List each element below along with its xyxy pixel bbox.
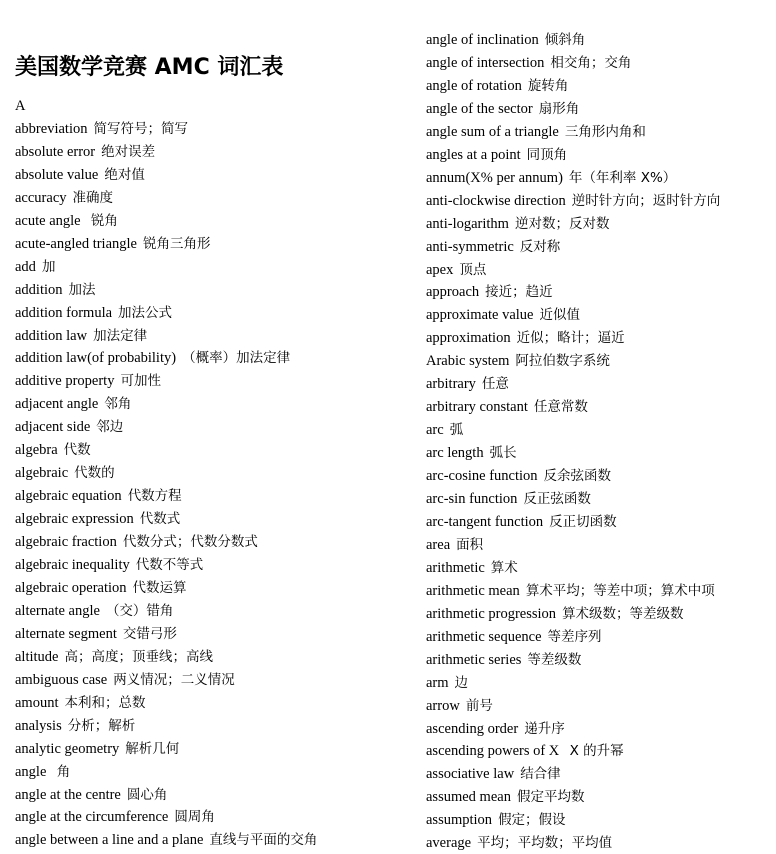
glossary-entry (15, 808, 215, 826)
term-english: arm (426, 674, 449, 691)
glossary-entry (15, 235, 210, 253)
term-chinese: 三角形内角和 (564, 123, 646, 140)
term-english: algebraic fraction (15, 534, 117, 551)
glossary-entry (426, 788, 584, 806)
term-english: angles at a point (426, 146, 521, 163)
term-english: addition law(of probability) (15, 350, 177, 367)
term-english: analytic geometry (15, 740, 120, 757)
term-english: arc-cosine function (426, 468, 538, 485)
term-chinese: 代数不等式 (135, 557, 204, 573)
glossary-entry (426, 329, 625, 347)
term-chinese: 弧长 (489, 445, 517, 462)
term-chinese: 假定平均数 (516, 789, 585, 806)
term-english: ascending order (426, 720, 519, 737)
term-english: annum(X% per annum) (426, 169, 563, 186)
term-chinese: 分析；解析 (67, 717, 136, 734)
term-english: arithmetic series (426, 651, 522, 668)
term-chinese: 加 (41, 258, 56, 275)
glossary-entry (426, 467, 611, 485)
glossary-entry (15, 533, 258, 551)
term-chinese: 加法公式 (118, 304, 173, 321)
term-english: angle sum of a triangle (426, 123, 559, 140)
term-english: arithmetic progression (426, 605, 557, 622)
glossary-entry (15, 579, 187, 597)
term-english: algebraic (15, 465, 69, 482)
term-chinese: 绝对误差 (101, 143, 156, 160)
term-english: acute angle (15, 212, 81, 229)
term-chinese: 算术平均；等差中项；算术中项 (525, 582, 715, 599)
term-english: apex (426, 261, 454, 278)
term-english: angle of inclination (426, 32, 539, 48)
glossary-entry (426, 811, 566, 829)
glossary-entry (426, 421, 463, 439)
term-chinese: 加法 (68, 281, 96, 298)
term-english: arithmetic mean (426, 582, 520, 599)
term-chinese: 邻角 (104, 396, 132, 413)
term-chinese: 反正切函数 (549, 513, 617, 530)
term-english: arrow (426, 697, 460, 714)
term-chinese: 邻边 (96, 419, 124, 436)
term-chinese: 相交角；交角 (550, 54, 632, 71)
glossary-entry (15, 602, 173, 620)
term-english: abbreviation (15, 120, 88, 137)
term-chinese: 同顶角 (526, 146, 568, 163)
term-english: amount (15, 694, 59, 711)
term-english: arithmetic sequence (426, 628, 542, 645)
term-chinese: 绝对值 (104, 166, 145, 183)
glossary-entry (15, 671, 235, 689)
term-chinese: 前号 (465, 697, 493, 714)
term-chinese: X 的升幂 (565, 743, 624, 760)
term-chinese: 准确度 (72, 189, 114, 206)
term-chinese: 代数式 (139, 511, 181, 528)
glossary-entry (15, 120, 188, 138)
page-title: 美国数学竞赛 AMC 词汇表 (15, 55, 284, 80)
glossary-entry (15, 740, 179, 758)
term-english: assumption (426, 812, 493, 829)
term-chinese: 逆时针方向；返时针方向 (571, 192, 721, 209)
term-english: algebraic operation (15, 579, 127, 596)
glossary-entry (426, 283, 553, 301)
term-chinese: 算术级数；等差级数 (562, 605, 684, 622)
term-english: absolute value (15, 166, 99, 183)
glossary-entry (426, 742, 624, 760)
term-chinese: 解析几何 (125, 740, 180, 757)
term-english: area (426, 536, 451, 553)
glossary-entry (15, 395, 131, 413)
glossary-entry (15, 304, 172, 322)
term-chinese: 任意 (481, 376, 509, 393)
term-english: addition law (15, 327, 88, 344)
glossary-entry (426, 513, 617, 531)
term-chinese: 等差序列 (547, 628, 602, 645)
term-english: arc (426, 422, 444, 439)
glossary-entry (426, 215, 609, 233)
term-english: algebraic equation (15, 488, 122, 505)
glossary-entry (15, 441, 91, 459)
glossary-entry (15, 694, 146, 712)
glossary-entry (15, 327, 147, 345)
term-english: arbitrary (426, 376, 476, 393)
term-chinese: 顶点 (459, 261, 487, 278)
glossary-entry (426, 444, 517, 462)
term-chinese: 旋转角 (527, 77, 569, 94)
glossary-entry (426, 169, 676, 187)
glossary-entry (426, 605, 684, 623)
glossary-entry (426, 697, 493, 715)
term-english: additive property (15, 373, 115, 390)
term-english: altitude (15, 648, 59, 665)
term-chinese: 本利和；总数 (64, 694, 146, 711)
glossary-entry (426, 490, 591, 508)
term-english: algebraic expression (15, 511, 134, 528)
term-english: adjacent side (15, 419, 91, 436)
glossary-entry (426, 398, 588, 416)
glossary-entry (426, 31, 585, 49)
term-chinese: （交）错角 (105, 602, 174, 619)
term-chinese: 递升序 (524, 720, 565, 737)
term-english: approximation (426, 330, 511, 347)
glossary-entry (426, 146, 567, 164)
term-chinese: 近似值 (539, 307, 580, 324)
term-chinese: 代数 (63, 442, 91, 459)
glossary-entry (15, 763, 70, 781)
glossary-entry (15, 464, 115, 482)
glossary-entry (426, 582, 715, 600)
term-chinese: （概率）加法定律 (182, 350, 291, 367)
term-chinese: 阿拉伯数字系统 (515, 353, 610, 370)
term-chinese: 代数运算 (132, 579, 187, 596)
term-chinese: 逆对数；反对数 (514, 215, 610, 232)
glossary-entry (15, 189, 113, 207)
term-english: angle of intersection (426, 54, 545, 71)
glossary-entry (15, 786, 167, 804)
term-english: approach (426, 284, 480, 301)
term-chinese: 等差级数 (527, 651, 582, 668)
term-chinese: 高；高度；顶垂线；高线 (64, 648, 213, 665)
glossary-entry (426, 192, 720, 210)
term-chinese: 结合律 (520, 766, 561, 783)
term-english: angle at the circumference (15, 809, 169, 826)
term-english: acute-angled triangle (15, 235, 137, 252)
term-chinese: 代数的 (74, 465, 115, 482)
term-chinese: 代数方程 (127, 488, 182, 505)
term-chinese: 年（年利率 X%） (568, 169, 677, 186)
term-chinese: 任意常数 (533, 399, 588, 416)
glossary-entry (15, 831, 317, 849)
glossary-entry (15, 648, 213, 666)
term-chinese: 扇形角 (538, 100, 580, 117)
glossary-entry (426, 352, 610, 370)
term-english: alternate segment (15, 625, 117, 642)
glossary-entry (15, 372, 161, 390)
term-chinese: 边 (454, 674, 469, 691)
term-english: add (15, 258, 36, 275)
term-english: alternate angle (15, 602, 100, 619)
glossary-entry (426, 536, 483, 554)
term-chinese: 可加性 (120, 373, 161, 390)
glossary-entry (426, 54, 631, 72)
term-chinese: 锐角 (86, 212, 118, 229)
term-chinese: 角 (52, 763, 71, 780)
glossary-entry (426, 306, 580, 324)
glossary-entry (426, 765, 561, 783)
glossary-entry (15, 258, 55, 276)
term-english: ascending powers of X (426, 743, 560, 760)
glossary-entry (15, 349, 290, 367)
term-english: angle of the sector (426, 100, 533, 117)
term-chinese: 近似；略计；逼近 (516, 330, 625, 347)
term-chinese: 面积 (456, 536, 484, 553)
term-chinese: 弧 (449, 422, 464, 439)
term-english: average (426, 835, 472, 852)
term-english: addition (15, 281, 63, 298)
term-chinese: 反正弦函数 (523, 491, 591, 507)
term-english: arithmetic (426, 559, 485, 576)
term-english: algebraic inequality (15, 557, 130, 573)
glossary-entry (15, 487, 182, 505)
term-chinese: 加法定律 (93, 327, 148, 344)
term-chinese: 圆周角 (174, 809, 215, 826)
glossary-entry (15, 556, 203, 574)
glossary-entry (15, 418, 123, 436)
term-english: arc-tangent function (426, 513, 544, 530)
term-english: angle of rotation (426, 77, 522, 94)
glossary-entry (15, 212, 118, 230)
term-english: Arabic system (426, 353, 510, 370)
term-english: analysis (15, 717, 62, 734)
term-chinese: 接近；趋近 (485, 284, 553, 301)
glossary-entry (426, 651, 581, 669)
glossary-entry (15, 717, 135, 735)
term-chinese: 倾斜角 (544, 32, 586, 48)
term-english: anti-symmetric (426, 238, 514, 255)
term-english: angle (15, 763, 47, 780)
term-chinese: 两义情况；二义情况 (113, 671, 235, 688)
term-english: arc length (426, 445, 484, 462)
glossary-entry (426, 123, 646, 141)
term-chinese: 算术 (490, 559, 518, 576)
glossary-entry (426, 628, 602, 646)
glossary-entry (426, 238, 560, 256)
glossary-entry (426, 720, 565, 738)
term-english: accuracy (15, 189, 67, 206)
glossary-entry (426, 834, 612, 852)
term-chinese: 简写符号；简写 (93, 120, 188, 137)
term-chinese: 平均；平均数；平均值 (477, 835, 613, 852)
glossary-entry (426, 77, 568, 95)
glossary-entry (426, 261, 486, 279)
term-chinese: 圆心角 (126, 786, 168, 803)
glossary-entry (426, 559, 518, 577)
term-chinese: 直线与平面的交角 (209, 832, 318, 849)
term-chinese: 锐角三角形 (142, 235, 211, 252)
term-chinese: 反对称 (519, 238, 561, 255)
term-english: anti-logarithm (426, 215, 509, 232)
term-english: arc-sin function (426, 491, 518, 507)
glossary-entry (15, 143, 155, 161)
term-english: anti-clockwise direction (426, 192, 566, 209)
glossary-entry (15, 97, 31, 115)
term-chinese: 代数分式；代数分数式 (122, 534, 258, 551)
term-english: angle at the centre (15, 786, 121, 803)
term-english: approximate value (426, 307, 534, 324)
term-chinese: 交错弓形 (122, 625, 177, 642)
term-english: algebra (15, 442, 58, 459)
term-english: angle between a line and a plane (15, 832, 204, 849)
term-chinese: 假定；假设 (498, 812, 566, 829)
glossary-entry (15, 166, 145, 184)
glossary-entry (15, 510, 180, 528)
glossary-entry (15, 281, 96, 299)
glossary-entry (426, 100, 579, 118)
glossary-entry (426, 375, 509, 393)
term-english: A (15, 98, 26, 114)
glossary-entry (426, 674, 468, 692)
term-english: adjacent angle (15, 396, 99, 413)
term-english: associative law (426, 766, 515, 783)
term-english: absolute error (15, 143, 96, 160)
term-english: assumed mean (426, 789, 511, 806)
term-chinese: 反余弦函数 (543, 468, 612, 485)
term-english: ambiguous case (15, 671, 108, 688)
glossary-entry (15, 625, 177, 643)
term-english: addition formula (15, 304, 113, 321)
term-english: arbitrary constant (426, 399, 528, 416)
